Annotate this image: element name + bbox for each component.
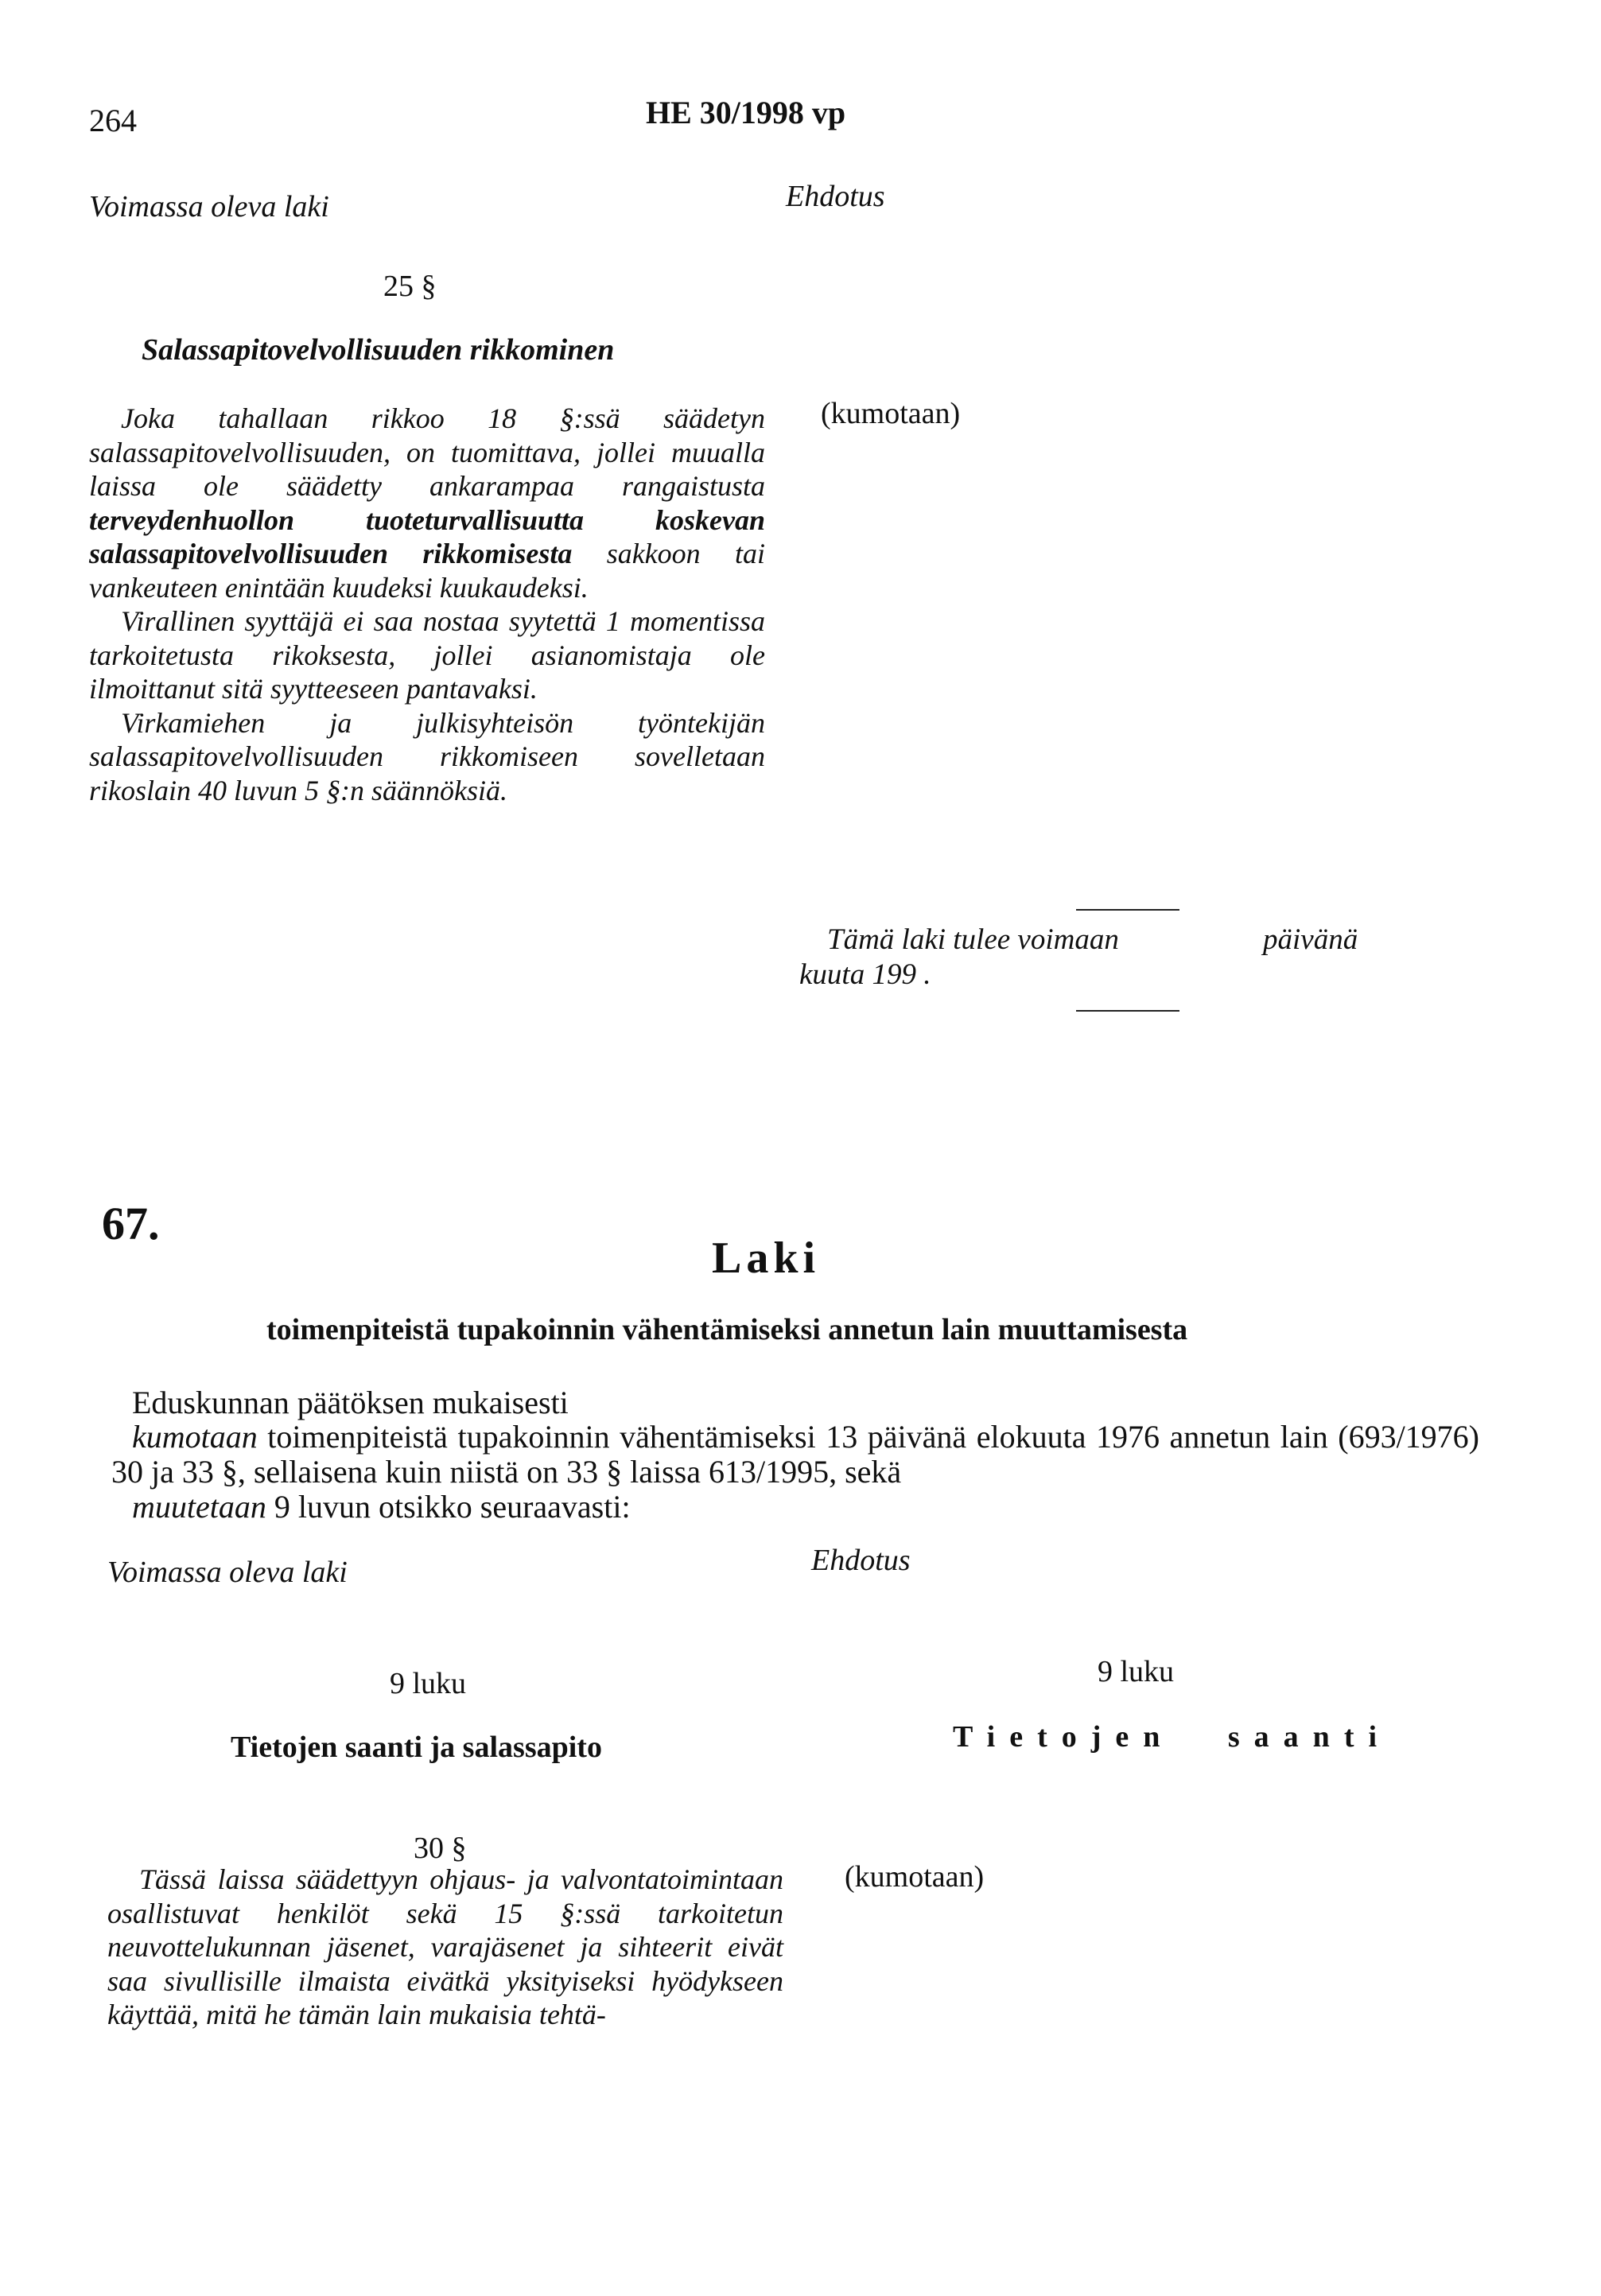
separator-rule xyxy=(1076,1010,1179,1012)
law-subtitle: toimenpiteistä tupakoinnin vähentämiseksi annetun lain muuttamisesta xyxy=(266,1313,1188,1346)
entry-into-force-month: kuuta 199 . xyxy=(799,958,931,991)
paragraph-title: Salassapitovelvollisuuden rikkominen xyxy=(142,333,615,367)
chapter-number-current: 9 luku xyxy=(390,1667,467,1700)
intro-line: Eduskunnan päätöksen mukaisesti xyxy=(132,1385,569,1420)
repealed-note: (kumotaan) xyxy=(821,397,961,430)
intro-text: kumotaan toimenpiteistä tupakoinnin vähentämiseksi 13 päivänä elokuuta 1976 annetun lain (693/1976) 30 ja 33 §, sellaisena kuin niistä on 33 § laissa 613/1995, sekä muutetaan 9 luvun otsikko seuraavasti: xyxy=(111,1419,1479,1525)
law-number: 67. xyxy=(102,1198,160,1249)
chapter-title-current: Tietojen saanti ja salassapito xyxy=(231,1731,602,1764)
chapter-title-proposal: Tietojen saanti xyxy=(953,1720,1392,1754)
current-law-text-30 xyxy=(107,1863,783,2032)
current-law-paragraph-3: Virkamiehen ja julkisyhteisön työntekijän salassapitovelvollisuuden rikkomiseen sovelletaan rikoslain 40 luvun 5 §:n säännöksiä. xyxy=(89,706,765,806)
current-law-paragraph-2: Virallinen syyttäjä ei saa nostaa syytettä 1 momentissa tarkoitetusta rikoksesta, jollei asianomistaja ole ilmoittanut sitä syytteeseen pantavaksi. xyxy=(89,605,765,705)
separator-rule xyxy=(1076,909,1179,911)
repealed-note-30: (kumotaan) xyxy=(845,1860,985,1894)
entry-into-force-day: päivänä xyxy=(1263,923,1358,956)
keyword-muutetaan: muutetaan xyxy=(132,1489,266,1525)
column-heading-current-law: Voimassa oleva laki xyxy=(89,190,329,223)
paragraph-number-30: 30 § xyxy=(414,1832,467,1865)
keyword-kumotaan: kumotaan xyxy=(132,1419,258,1455)
column-heading-proposal: Ehdotus xyxy=(811,1544,911,1577)
page-number: 264 xyxy=(89,103,137,138)
column-heading-proposal: Ehdotus xyxy=(786,180,885,213)
paragraph-number: 25 § xyxy=(383,270,437,303)
current-law-paragraph-30: Tässä laissa säädettyyn ohjaus- ja valvontatoimintaan osallistuvat henkilöt sekä 15 §:ssä tarkoitetun neuvottelukunnan jäsenet, varajäsenet ja sihteerit eivät saa sivullisille ilmaista eivätkä yksityiseksi hyödykseen käyttää, mitä he tämän lain mukaisia tehtä- xyxy=(107,1863,783,2030)
column-heading-current-law: Voimassa oleva laki xyxy=(107,1556,348,1589)
amended-phrase: terveydenhuollon tuoteturvallisuutta koskevan salassapitovelvollisuuden rikkomisesta xyxy=(89,503,765,569)
chapter-number-proposal: 9 luku xyxy=(1098,1655,1175,1688)
current-law-text xyxy=(89,402,765,807)
law-title: Laki xyxy=(712,1233,821,1283)
entry-into-force-line: Tämä laki tulee voimaan xyxy=(827,923,1119,956)
document-id: HE 30/1998 vp xyxy=(646,95,846,130)
current-law-paragraph-1: Joka tahallaan rikkoo 18 §:ssä säädetyn salassapitovelvollisuuden, on tuomittava, jollei muualla laissa ole säädetty ankarampaa rangaistusta terveydenhuollon tuoteturvallisuutta koskevan salassapitovelvollisuuden rikkomisesta sakkoon tai vankeuteen enintään kuudeksi kuukaudeksi. xyxy=(89,402,765,604)
